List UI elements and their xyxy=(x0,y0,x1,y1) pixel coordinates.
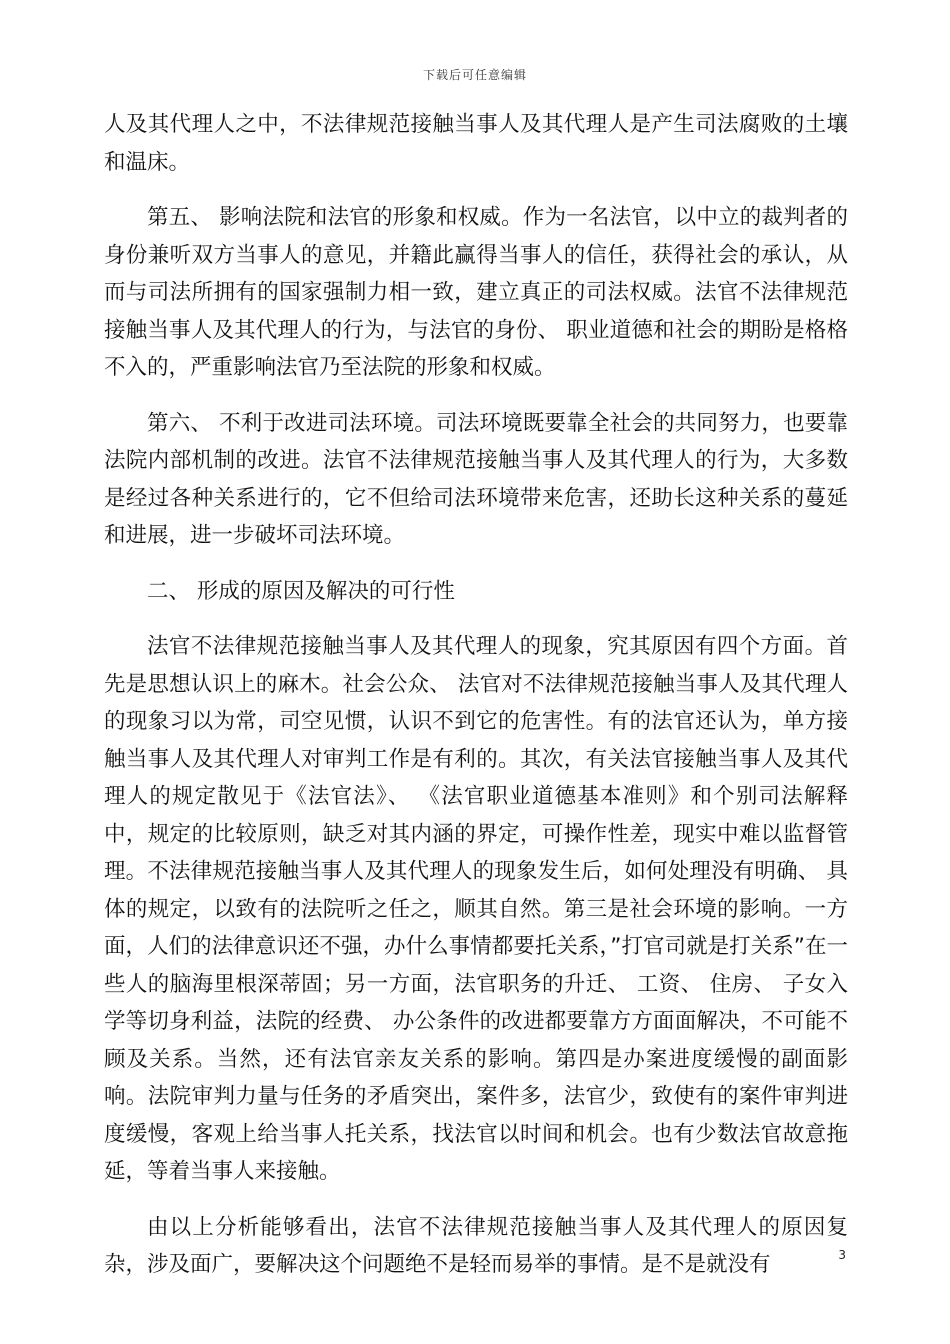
paragraph-analysis: 由以上分析能够看出，法官不法律规范接触当事人及其代理人的原因复杂，涉及面广，要解决这个问题绝不是轻而易举的事情。是不是就没有 xyxy=(104,1214,848,1277)
section-heading: 二、 形成的原因及解决的可行性 xyxy=(147,578,455,604)
paragraph-continuation: 人及其代理人之中，不法律规范接触当事人及其代理人是产生司法腐败的土壤和温床。 xyxy=(104,112,848,175)
paragraph-causes: 法官不法律规范接触当事人及其代理人的现象，究其原因有四个方面。首先是思想认识上的麻木。社会公众、 法官对不法律规范接触当事人及其代理人的现象习以为常，司空见惯，认识不到它的危害性。有的法官还认为，单方接触当事人及其代理人对审判工作是有利的。其次，有关法官接触当事人及其代理人的规定散见于《法官法》、 《法官职业道德基本准则》和个别司法解释中，规定的比较原则，缺乏对其内涵的界定，可操作性差，现实中难以监督管理。不法律规范接触当事人及其代理人的现象发生后，如何处理没有明确、 具体的规定，以致有的法院听之任之，顺其自然。第三是社会环境的影响。一方面，人们的法律意识还不强，办什么事情都要托关系，”打官司就是打关系”在一些人的脑海里根深蒂固；另一方面，法官职务的升迁、 工资、 住房、 子女入学等切身利益，法院的经费、 办公条件的改进都要靠方方面面解决，不可能不顾及关系。当然，还有法官亲友关系的影响。第四是办案进度缓慢的副面影响。法院审判力量与任务的矛盾突出，案件多，法官少，致使有的案件审判进度缓慢，客观上给当事人托关系，找法官以时间和机会。也有少数法官故意拖延，等着当事人来接触。 xyxy=(104,634,848,1184)
page-number: 3 xyxy=(838,1248,846,1262)
paragraph-point-five: 第五、 影响法院和法官的形象和权威。作为一名法官，以中立的裁判者的身份兼听双方当事人的意见，并籍此赢得当事人的信任，获得社会的承认，从而与司法所拥有的国家强制力相一致，建立真正的司法权威。法官不法律规范接触当事人及其代理人的行为，与法官的身份、 职业道德和社会的期盼是格格不入的，严重影响法官乃至法院的形象和权威。 xyxy=(104,205,848,380)
document-body xyxy=(104,106,848,1302)
page-header: 下载后可任意编辑 xyxy=(422,68,527,82)
paragraph-point-six: 第六、 不利于改进司法环境。司法环境既要靠全社会的共同努力，也要靠法院内部机制的改进。法官不法律规范接触当事人及其代理人的行为，大多数是经过各种关系进行的，它不但给司法环境带来危害，还助长这种关系的蔓延和进展，进一步破坏司法环境。 xyxy=(104,410,848,548)
